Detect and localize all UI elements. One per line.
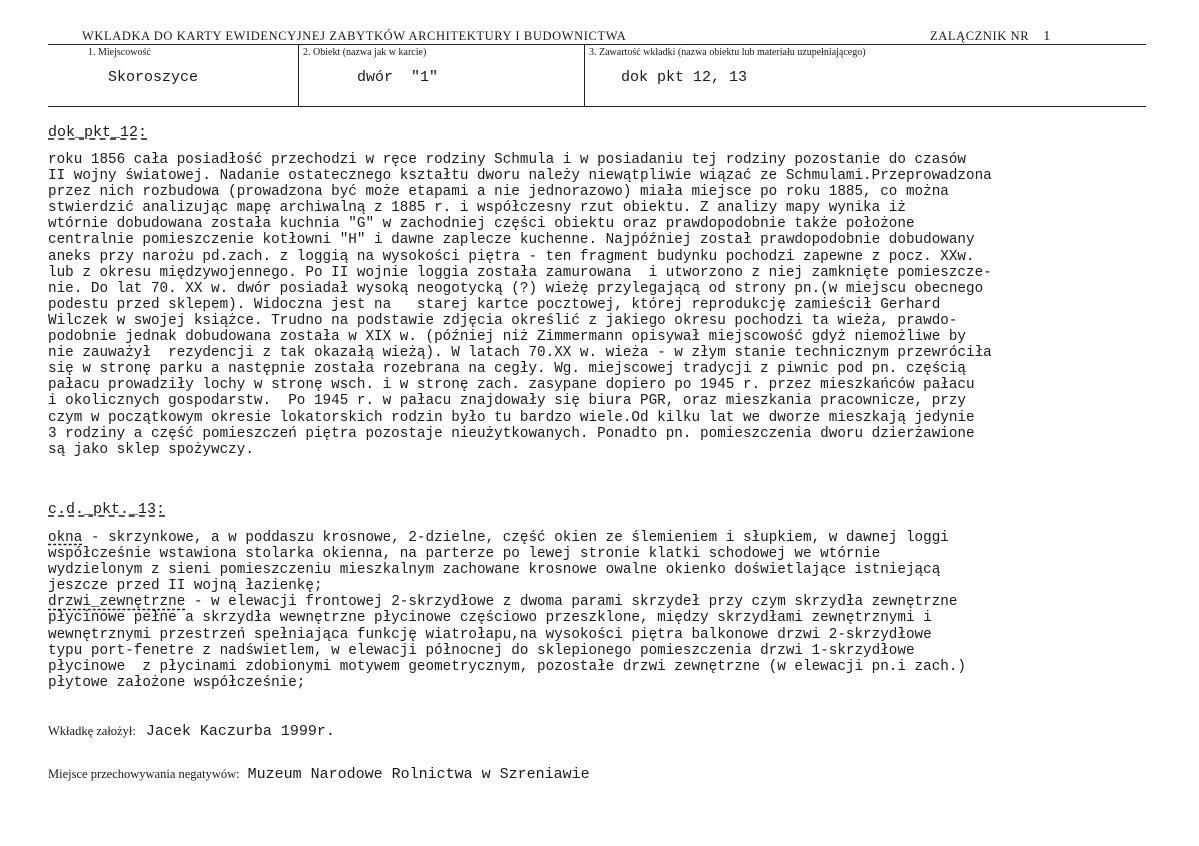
text-line: Wilczek w swojej książce. Trudno na podstawie zdjęcia określić z jakiego okresu pochodzi ta wieża, prawdo- bbox=[48, 312, 958, 329]
drzwi-text: - w elewacji frontowej 2-skrzydłowe z dwoma parami skrzydeł przy czym skrzydła zewnętrzne bbox=[185, 594, 958, 611]
locality-cell bbox=[48, 45, 298, 106]
object-cell bbox=[298, 45, 585, 106]
text-line: wydzielonym z sieni pomieszczeniu mieszkalnym zachowane krosnowe owalne okienko doświetlające istniejącą bbox=[48, 562, 941, 579]
annex-number: 1 bbox=[1043, 29, 1051, 44]
contents-label: 3. Zawartość wkładki (nazwa obiektu lub materiału uzupełniającego) bbox=[589, 47, 866, 58]
section-13-heading: c.d._pkt._13: bbox=[48, 501, 166, 518]
text-line: 3 rodziny a część pomieszczeń piętra pozostaje nieużytkowanych. Ponadto pn. pomieszczenia dworu dzierżawione bbox=[48, 425, 975, 442]
text-line: podobnie jednak dobudowana została w XIX w. (później niż Zimmermann opisywał miejscowość gdyż niemożliwe by bbox=[48, 329, 967, 346]
text-line: centralnie pomieszczenie kotłowni "H" i dawne zaplecze kuchenne. Najpóźniej został prawdopodobnie dobudowany bbox=[48, 232, 975, 249]
text-line: i okolicznych gospodarstw. Po 1945 r. w pałacu znajdowały się biura PGR, oraz mieszkania pracownicze, przy bbox=[48, 393, 967, 410]
annex-label-text: ZALĄCZNIK NR bbox=[930, 29, 1030, 43]
text-line bbox=[48, 530, 1158, 546]
object-value: dwór "1" bbox=[357, 69, 439, 86]
section-13-text bbox=[48, 530, 1158, 691]
negatives-label: Miejsce przechowywania negatywów: bbox=[48, 767, 240, 781]
text-line: płytowe założone współcześnie; bbox=[48, 674, 306, 691]
text-line bbox=[48, 594, 1158, 610]
text-line: stwierdzić analizując mapę archiwalną z 1885 r. i współczesny rzut obiektu. Z analizy mapy wynika iż bbox=[48, 200, 906, 217]
text-line: pałacu prowadziły lochy w stronę wsch. i w stronę zach. zasypane dopiero po 1945 r. przez mieszkańców pałacu bbox=[48, 377, 975, 394]
text-line: przez nich rozbudowa (prowadzona być może etapami a nie jednorazowo) miała miejsce po roku 1885, co można bbox=[48, 184, 949, 201]
drzwi-term: drzwi_zewnętrzne bbox=[48, 594, 186, 611]
text-line: płycinowe pełne a skrzydła wewnętrzne płycinowe częściowo przeszklone, między skrzydłami zewnętrznymi i bbox=[48, 610, 932, 627]
negatives-value: Muzeum Narodowe Rolnictwa w Szreniawie bbox=[247, 766, 590, 783]
contents-cell bbox=[584, 45, 1147, 106]
document-title: WKLADKA DO KARTY EWIDENCYJNEJ ZABYTKÓW ARCHITEKTURY I BUDOWNICTWA bbox=[82, 29, 627, 43]
section-12-text bbox=[48, 152, 1158, 458]
text-line: współcześnie wstawiona stolarka okienna, na parterze po lewej stronie klatki schodowej we wtórnie bbox=[48, 546, 881, 563]
text-line: jeszcze przed II wojną łazienkę; bbox=[48, 578, 323, 595]
text-line: są jako sklep spożywczy. bbox=[48, 441, 254, 458]
form-table bbox=[48, 44, 1146, 107]
text-line: czym w początkowym okresie lokatorskich rodzin było tu bardzo wiele.Od kilku lat we dworze mieszkają jedynie bbox=[48, 409, 975, 426]
text-line: podestu przed sklepem). Widoczna jest na starej kartce pocztowej, której reprodukcję zamieścił Gerhard bbox=[48, 296, 941, 313]
section-12-heading: dok_pkt_12: bbox=[48, 124, 148, 141]
text-line: się w stronę parku a następnie została rozebrana na cegły. Wg. miejscowej tradycji z piwnic pod pn. częścią bbox=[48, 361, 967, 378]
text-line: wewnętrznymi przestrzeń spełniająca funkcję wiatrołapu,na wysokości piętra balkonowe drzwi 2-skrzydłowe bbox=[48, 626, 932, 643]
text-line: aneks przy narożu pd.zach. z loggią na wysokości piętra - ten fragment budynku pochodzi zapewne z pocz. XXw. bbox=[48, 248, 975, 265]
annex-label bbox=[930, 29, 1051, 45]
created-by-row bbox=[48, 722, 335, 740]
text-line: nie zauważył rezydencji z tak okazałą wieżą). W latach 70.XX w. wieża - w złym stanie technicznym przewróciła bbox=[48, 345, 992, 362]
created-by-value: Jacek Kaczurba 1999r. bbox=[145, 723, 335, 740]
okna-text: - skrzynkowe, a w poddaszu krosnowe, 2-dzielne, część okien ze ślemieniem i słupkiem, w dawnej loggi bbox=[82, 530, 949, 546]
created-by-label: Wkładkę założył: bbox=[48, 724, 136, 738]
text-line: typu port-fenetre z nadświetlem, w elewacji północnej do sklepionego pomieszczenia drzwi 1-skrzydłowe bbox=[48, 642, 915, 659]
text-line: płycinowe z płycinami zdobionymi motywem geometrycznym, pozostałe drzwi zewnętrzne (w elewacji pn.i zach.) bbox=[48, 658, 967, 675]
okna-term: okna bbox=[48, 530, 83, 546]
text-line: wtórnie dobudowana została kuchnia "G" w zachodniej części obiektu oraz prawdopodobnie także położone bbox=[48, 216, 915, 233]
negatives-row bbox=[48, 765, 590, 783]
contents-value: dok pkt 12, 13 bbox=[621, 69, 748, 86]
text-line: nie. Do lat 70. XX w. dwór posiadał wysoką neogotycką (?) wieżę przylegającą od strony pn.(w miejscu obecnego bbox=[48, 280, 984, 297]
text-line: lub z okresu międzywojennego. Po II wojnie loggia została zamurowana i utworzono z niej zamknięte pomieszcze- bbox=[48, 264, 992, 281]
text-line: roku 1856 cała posiadłość przechodzi w ręce rodziny Schmula i w posiadaniu tej rodziny pozostanie do czasów bbox=[48, 152, 967, 168]
text-line: II wojny światowej. Nadanie ostatecznego kształtu dworu należy niewątpliwie wiązać ze Schmulami.Przeprowadzona bbox=[48, 168, 992, 185]
object-label: 2. Obiekt (nazwa jak w karcie) bbox=[303, 47, 427, 58]
locality-label: 1. Miejscowość bbox=[88, 47, 151, 58]
locality-value: Skoroszyce bbox=[108, 69, 199, 86]
